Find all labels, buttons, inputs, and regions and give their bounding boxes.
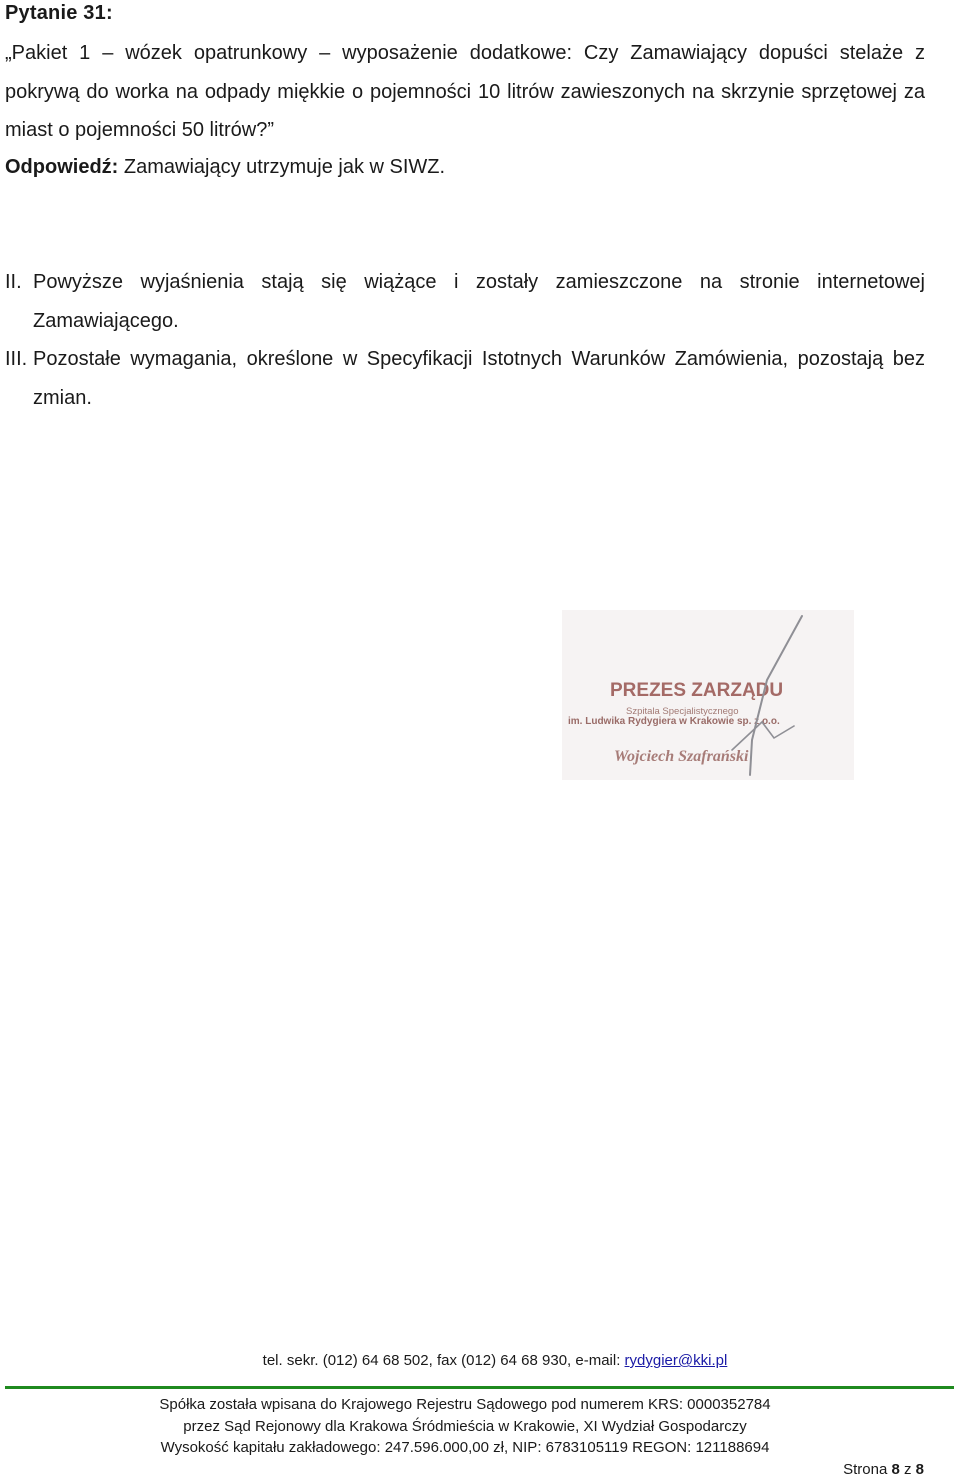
signature-stamp	[562, 610, 854, 780]
footer-divider	[5, 1386, 954, 1389]
section-iii	[5, 340, 925, 417]
section-number: III.	[5, 348, 28, 370]
page-number	[843, 1461, 924, 1478]
email-link[interactable]: rydygier@kki.pl	[624, 1352, 728, 1369]
registration-line: przez Sąd Rejonowy dla Krakowa Śródmieścia w Krakowie, XI Wydział Gospodarczy	[183, 1418, 747, 1435]
question-text: „Pakiet 1 – wózek opatrunkowy – wyposażenie dodatkowe: Czy Zamawiający dopuści stelaże z pokrywą do worka na odpady miękkie o pojemności 10 litrów zawieszonych na skrzynie sprzętowej za miast o pojemności 50 litrów?”	[5, 42, 925, 141]
contact-text: tel. sekr. (012) 64 68 502, fax (012) 64 68 930, e-mail:	[262, 1352, 625, 1369]
stamp-signature-name: Wojciech Szafrański	[614, 748, 749, 765]
question-heading: Pytanie 31:	[5, 2, 113, 24]
answer-label: Odpowiedź:	[5, 156, 119, 178]
page-of: z	[899, 1461, 916, 1478]
section-number: II.	[5, 271, 22, 293]
page-current: 8	[891, 1461, 900, 1478]
footer-contact	[0, 1352, 960, 1369]
page-label: Strona	[843, 1461, 892, 1478]
section-text: Pozostałe wymagania, określone w Specyfikacji Istotnych Warunków Zamówienia, pozostają bez zmian.	[33, 348, 925, 409]
answer	[5, 148, 445, 186]
stamp-line-2: Szpitala Specjalistycznego	[626, 706, 739, 717]
stamp-line-3: im. Ludwika Rydygiera w Krakowie sp. z o.o.	[568, 716, 780, 727]
stamp-graphic	[562, 610, 854, 780]
section-text: Powyższe wyjaśnienia stają się wiążące i zostały zamieszczone na stronie internetowej Zamawiającego.	[33, 271, 925, 332]
stamp-title: PREZES ZARZĄDU	[610, 680, 784, 701]
page-total: 8	[915, 1461, 924, 1478]
registration-line: Wysokość kapitału zakładowego: 247.596.000,00 zł, NIP: 6783105119 REGON: 121188694	[160, 1439, 770, 1456]
section-ii	[5, 263, 925, 340]
answer-text: Zamawiający utrzymuje jak w SIWZ.	[118, 156, 446, 178]
registration-line: Spółka została wpisana do Krajowego Rejestru Sądowego pod numerem KRS: 0000352784	[159, 1396, 771, 1413]
